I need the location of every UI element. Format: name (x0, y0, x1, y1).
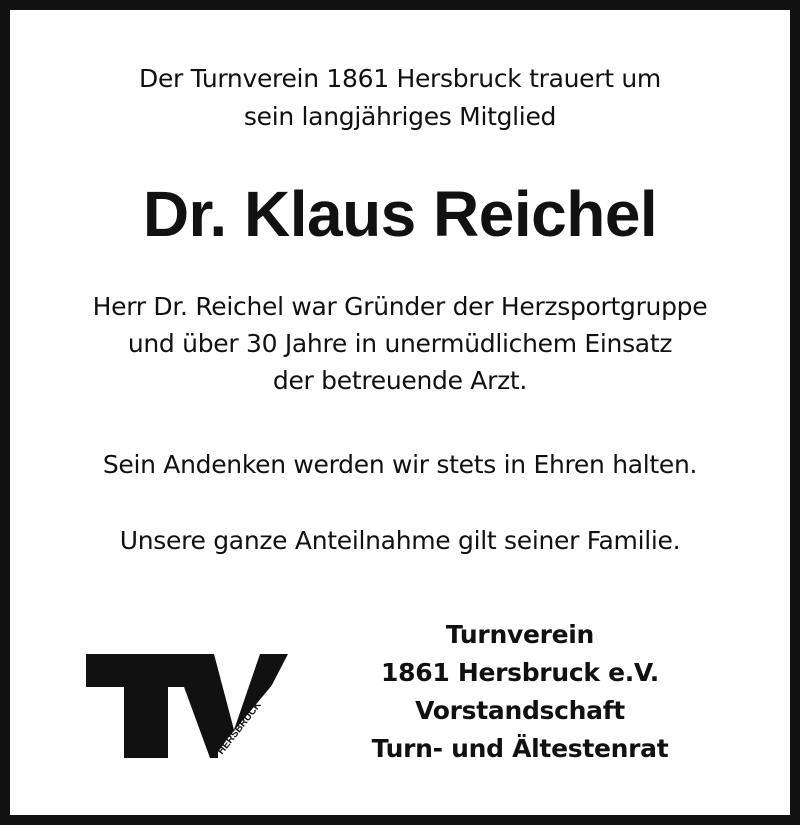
deceased-name: Dr. Klaus Reichel (142, 178, 658, 250)
intro-text (0, 60, 800, 136)
intro-line-2: sein langjähriges Mitglied (243, 102, 557, 131)
intro-line-1: Der Turnverein 1861 Hersbruck trauert um (139, 64, 661, 93)
signature-block (340, 616, 700, 768)
tribute-line-1: Herr Dr. Reichel war Gründer der Herzsportgruppe (92, 292, 708, 321)
signature-line-2: 1861 Hersbruck e.V. (381, 658, 659, 687)
signature-line-4: Turn- und Ältestenrat (371, 734, 669, 763)
signature-line-3: Vorstandschaft (415, 696, 625, 725)
signature-line-1: Turnverein (445, 620, 595, 649)
tribute-text (0, 288, 800, 399)
logo-text: HERSBRUCK (215, 699, 264, 757)
tribute-line-3: der betreuende Arzt. (272, 366, 528, 395)
tribute-line-2: und über 30 Jahre in unermüdlichem Einsatz (127, 329, 673, 358)
tv-hersbruck-logo-icon (84, 652, 294, 762)
condolence-line: Unsere ganze Anteilnahme gilt seiner Familie. (119, 526, 681, 555)
remembrance-line: Sein Andenken werden wir stets in Ehren halten. (102, 450, 698, 479)
